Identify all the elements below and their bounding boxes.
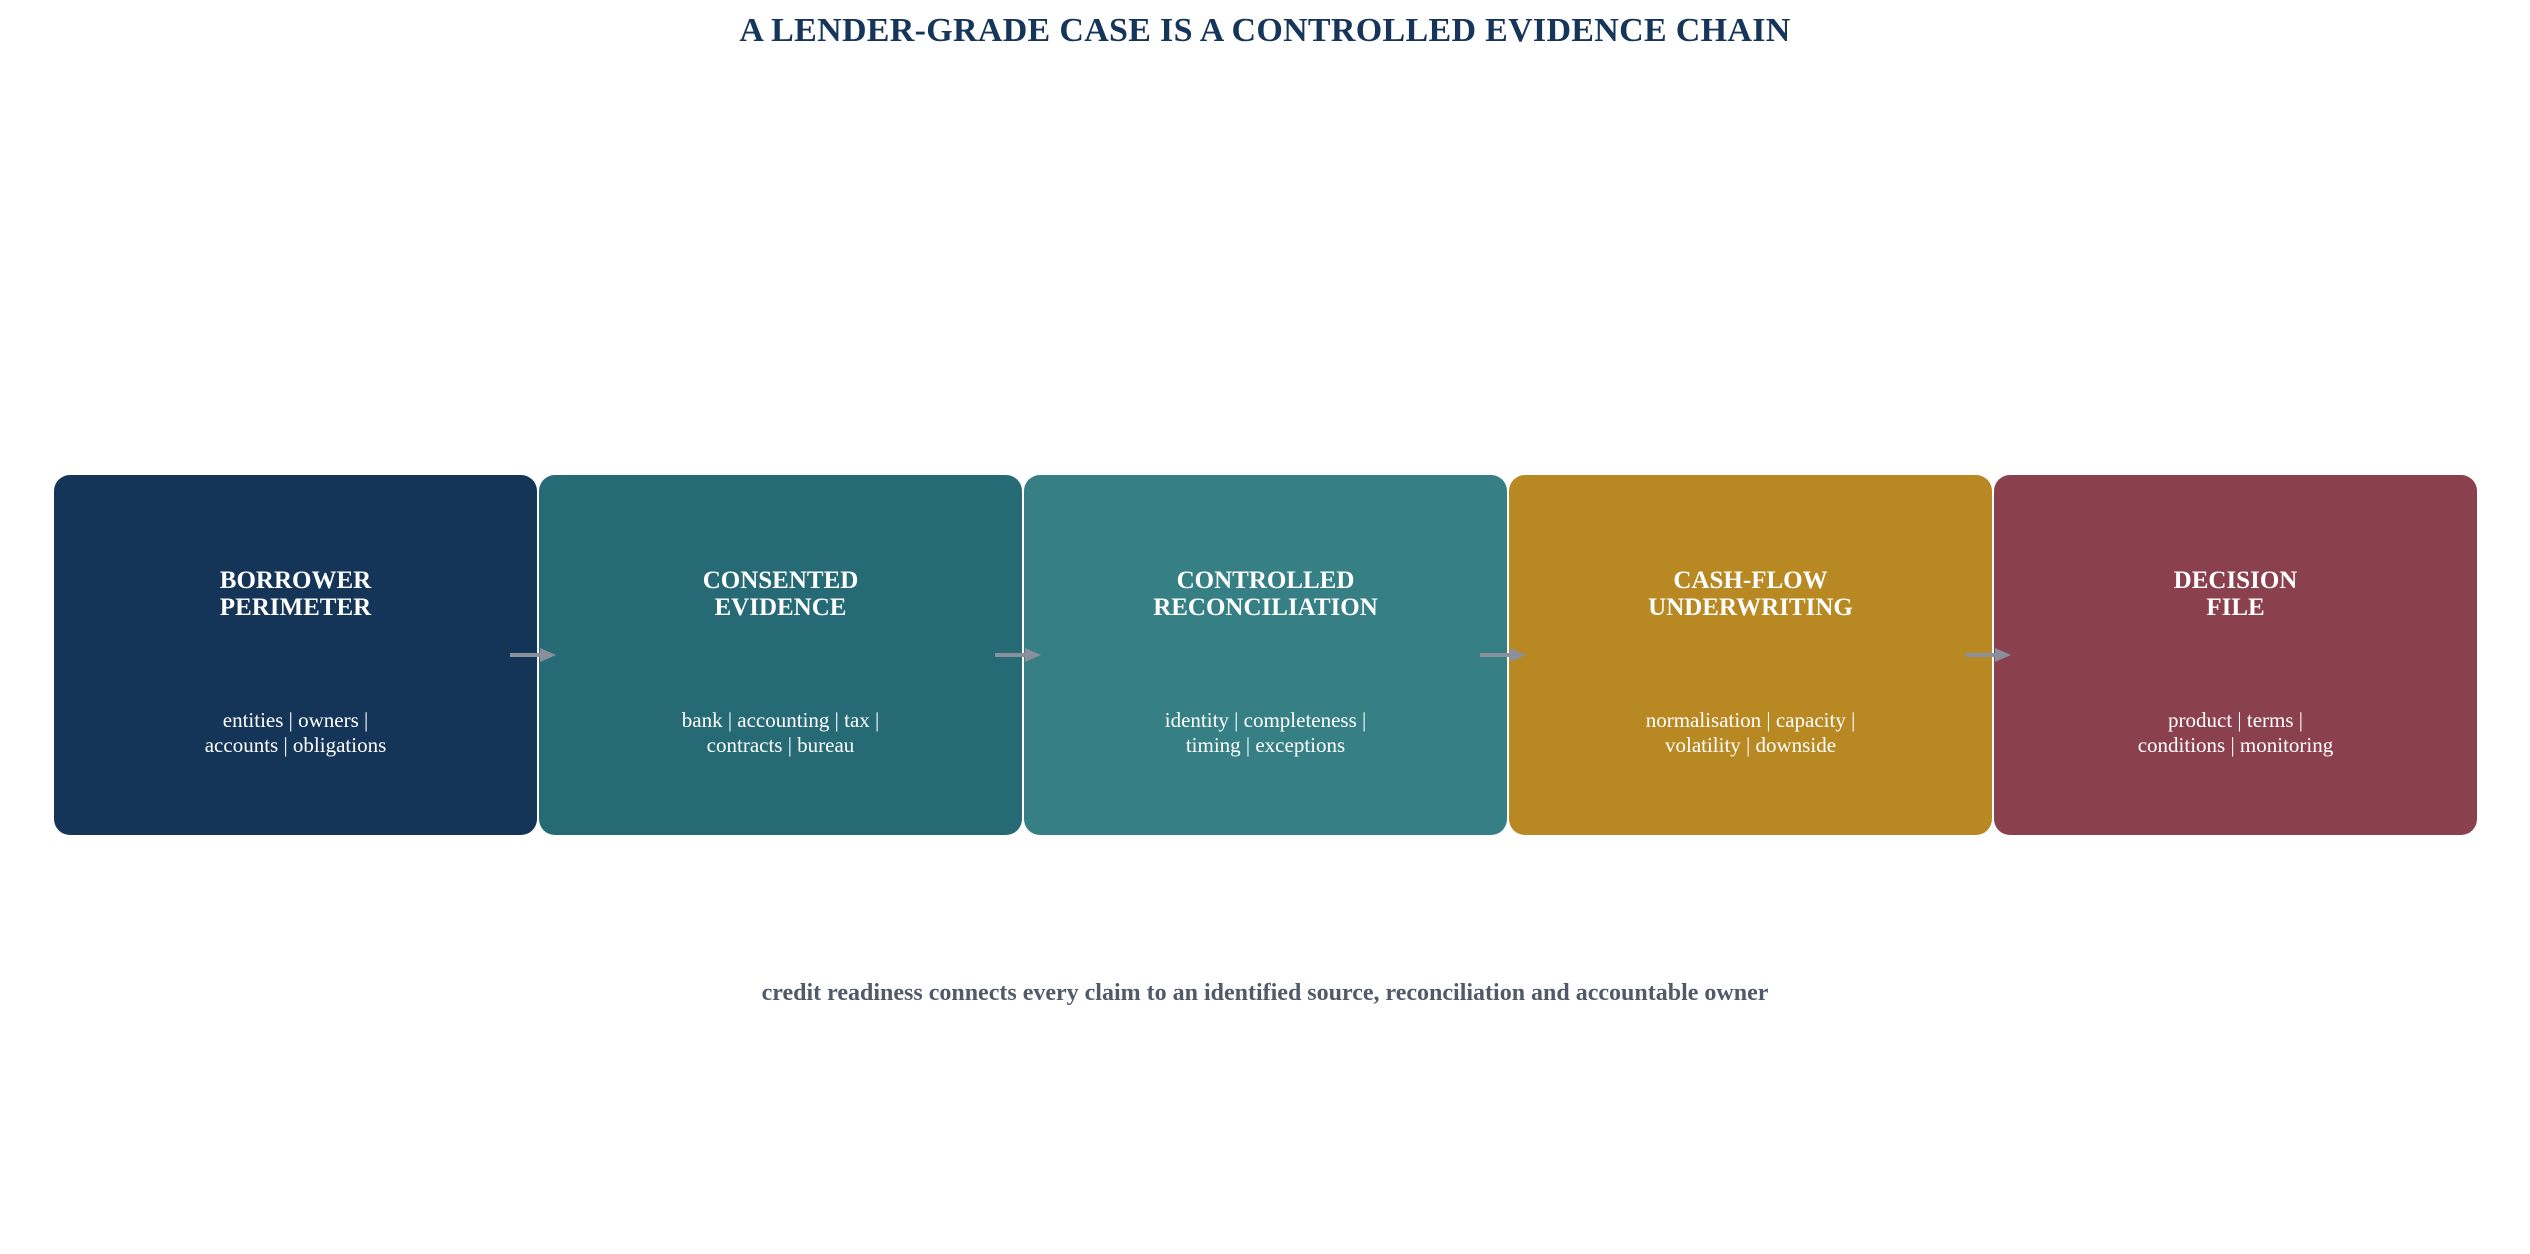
evidence-chain: [54, 475, 2478, 835]
stage-description-line: timing | exceptions: [1185, 733, 1346, 757]
stage-description-line: normalisation | capacity |: [1645, 708, 1856, 732]
stage-consented-evidence: [539, 475, 1022, 835]
stage-cash-flow-underwriting: [1509, 475, 1992, 835]
stage-title-line: FILE: [2206, 594, 2265, 621]
stage-title: [539, 567, 1022, 621]
diagram-title: A LENDER-GRADE CASE IS A CONTROLLED EVIDENCE CHAIN: [739, 12, 1791, 49]
stage-controlled-reconciliation: [1024, 475, 1507, 835]
stage-decision-file: [1994, 475, 2477, 835]
stage-description: [1509, 708, 1992, 758]
arrow-icon: [1965, 646, 2011, 664]
stage-title: [1994, 567, 2477, 621]
stage-description-line: bank | accounting | tax |: [681, 708, 880, 732]
stage-title: [54, 567, 537, 621]
stage-title-line: BORROWER: [219, 567, 372, 594]
stage-title-line: UNDERWRITING: [1648, 594, 1853, 621]
stage-description-line: product | terms |: [2168, 708, 2303, 732]
stage-title-line: EVIDENCE: [714, 594, 847, 621]
stage-description: [54, 708, 537, 758]
stage-description-line: contracts | bureau: [706, 733, 855, 757]
stage-borrower-perimeter: [54, 475, 537, 835]
stage-title-line: RECONCILIATION: [1153, 594, 1378, 621]
arrow-icon: [995, 646, 1041, 664]
arrow-icon: [1480, 646, 1526, 664]
stage-title-line: CONTROLLED: [1176, 567, 1355, 594]
stage-title-line: CASH-FLOW: [1673, 567, 1828, 594]
stage-description: [539, 708, 1022, 758]
stage-description-line: identity | completeness |: [1164, 708, 1367, 732]
stage-description: [1994, 708, 2477, 758]
stage-title: [1024, 567, 1507, 621]
stage-title-line: PERIMETER: [219, 594, 372, 621]
footer-caption: credit readiness connects every claim to an identified source, reconciliation and accountable owner: [761, 980, 1769, 1006]
stage-title-line: CONSENTED: [702, 567, 859, 594]
stage-description: [1024, 708, 1507, 758]
stage-description-line: volatility | downside: [1664, 733, 1837, 757]
stage-description-line: entities | owners |: [222, 708, 369, 732]
arrow-icon: [510, 646, 556, 664]
stage-description-line: conditions | monitoring: [2137, 733, 2334, 757]
stage-title: [1509, 567, 1992, 621]
stage-description-line: accounts | obligations: [204, 733, 387, 757]
stage-title-line: DECISION: [2173, 567, 2298, 594]
